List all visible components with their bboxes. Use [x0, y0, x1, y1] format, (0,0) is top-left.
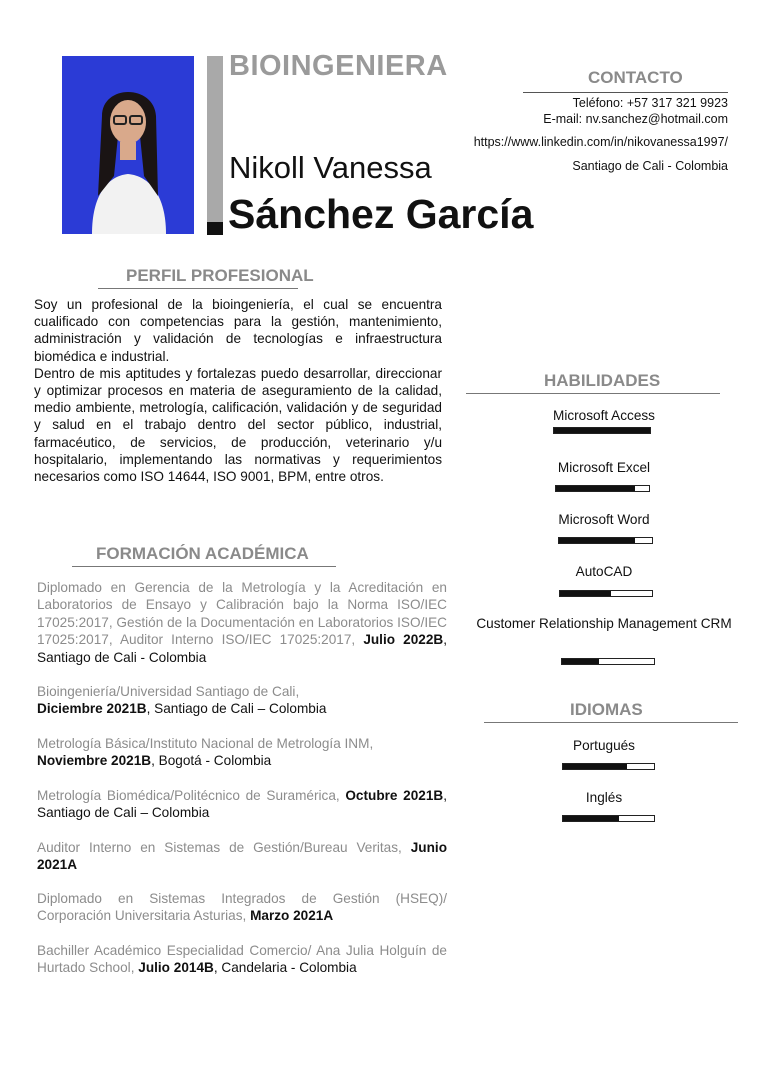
contact-divider [523, 92, 728, 93]
language-label: Inglés [585, 790, 623, 805]
language-level-bar [562, 815, 655, 822]
profile-text [34, 296, 442, 485]
profile-title: PERFIL PROFESIONAL [126, 266, 314, 285]
contact-linkedin[interactable]: https://www.linkedin.com/in/nikovanessa1997/ [473, 135, 728, 149]
education-item: Diplomado en Gerencia de la Metrología y la Acreditación en Laboratorios de Ensayo y Calibración bajo la Norma ISO/IEC 17025:2017, Gestión de la Documentación en Laboratorios ISO/IEC 17025:2017, Auditor Interno ISO/IEC 17025:2017, Julio 2022B, Santiago de Cali - Colombia [37, 580, 447, 665]
header-accent-bar [207, 56, 223, 222]
skill-level-bar [555, 485, 650, 492]
profile-paragraph-1: Soy un profesional de la bioingeniería, el cual se encuentra cualificado con competencias para la gestión, mantenimiento, administración y validación de tecnologías e infraestructura biomédica e industrial. [34, 297, 442, 364]
education-divider [72, 566, 336, 567]
skill-label: Microsoft Access [553, 408, 655, 423]
first-name: Nikoll Vanessa [229, 150, 432, 185]
contact-email[interactable]: E-mail: nv.sanchez@hotmail.com [543, 112, 728, 126]
contact-title: CONTACTO [588, 68, 683, 87]
skill-level-bar [559, 590, 653, 597]
skill-label: Microsoft Word [558, 512, 650, 527]
languages-title: IDIOMAS [570, 700, 643, 719]
education-item: Diplomado en Sistemas Integrados de Gestión (HSEQ)/ Corporación Universitaria Asturias, Marzo 2021A [37, 891, 447, 924]
language-label: Portugués [573, 738, 635, 753]
job-title: BIOINGENIERA [229, 50, 448, 82]
education-item: Auditor Interno en Sistemas de Gestión/Bureau Veritas, Junio 2021A [37, 840, 447, 873]
skill-level-bar [553, 427, 651, 434]
skill-level-bar [561, 658, 655, 665]
profile-divider [98, 288, 298, 289]
contact-phone: Teléfono: +57 317 321 9923 [572, 96, 728, 110]
profile-photo [62, 56, 194, 234]
header-accent-mark [207, 222, 223, 235]
person-portrait-icon [62, 56, 194, 234]
last-name: Sánchez García [228, 191, 534, 237]
skills-title: HABILIDADES [544, 371, 661, 390]
skill-label: Microsoft Excel [557, 460, 651, 475]
contact-location: Santiago de Cali - Colombia [572, 159, 728, 173]
skill-label: Customer Relationship Management CRM [476, 616, 732, 631]
language-level-bar [562, 763, 655, 770]
education-item: Bachiller Académico Especialidad Comercio/ Ana Julia Holguín de Hurtado School, Julio 2014B, Candelaria - Colombia [37, 943, 447, 976]
education-item: Metrología Básica/Instituto Nacional de Metrología INM, Noviembre 2021B, Bogotá - Colombia [37, 736, 374, 769]
skill-level-bar [558, 537, 653, 544]
skill-label: AutoCAD [575, 564, 633, 579]
education-title: FORMACIÓN ACADÉMICA [96, 544, 309, 563]
languages-divider [484, 722, 738, 723]
skills-divider [466, 393, 720, 394]
profile-paragraph-2: Dentro de mis aptitudes y fortalezas puedo desarrollar, direccionar y optimizar procesos en materia de aseguramiento de la calidad, medio ambiente, metrología, calificación, validación y de seguridad y salud en el trabajo dentro del sector público, industrial, farmacéutico, de servicios, de producción, veterinario y/u hospitalario, implementando las normativas y requerimientos necesarios como ISO 14644, ISO 9001, BPM, entre otros. [34, 365, 442, 485]
education-item: Metrología Biomédica/Politécnico de Suramérica, Octubre 2021B, Santiago de Cali – Colombia [37, 788, 447, 821]
education-item: Bioingeniería/Universidad Santiago de Cali, Diciembre 2021B, Santiago de Cali – Colombia [37, 684, 327, 717]
